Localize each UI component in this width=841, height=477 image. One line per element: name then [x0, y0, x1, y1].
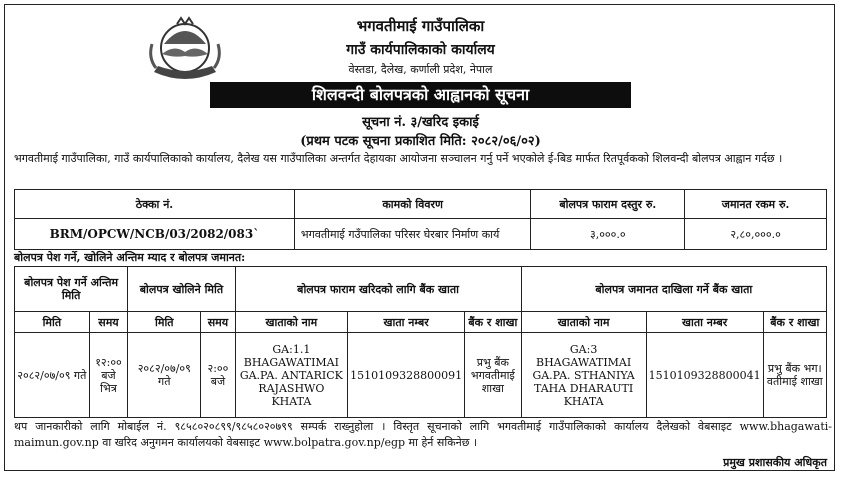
submit-date-cell: २०८२/०७/०९ गते: [15, 333, 90, 418]
org-name: भगवतीमाई गाउँपालिका: [356, 17, 485, 35]
notice-title: शिलवन्दी बोलपत्रको आह्वानको सूचना: [210, 82, 631, 108]
work-description-cell: भगवतीमाई गउँपालिका परिसर घेरबार निर्माण कार्य: [294, 219, 531, 250]
form-account-no-cell: 1510109328800091: [348, 333, 465, 418]
contract-table-header: [15, 190, 827, 219]
header-bond-bank-account: बोलपत्र जमानत दाखिला गर्ने बैंक खाता: [521, 267, 826, 312]
table-row: [15, 219, 827, 250]
notice-number: सूचना नं. ३/खरिद इकाई: [362, 115, 479, 130]
footer-contact-info: थप जानकारीको लागि मोबाईल नं. ९८५८०२०८९९/९८५८०२०७९९ सम्पर्क राख्नुहोला । विस्तृत सूचनाको लागि भगवतीमाई गाउँपालिकाको कार्यालय दैलेखको वेबसाइट www.bhagawati-maimun.gov.np वा खरिद अनुगमन कार्यालयको वेबसाइट www.bolpatra.gov.np/egp मा हेर्न सकिनेछ ।: [14, 420, 832, 449]
bond-account-name-cell: GA:3 BHAGAWATIMAI GA.PA. STHANIYA TAHA DHARAUTI KHATA: [521, 333, 646, 418]
header-bond-bank-branch: बैंक र शाखा: [763, 312, 826, 333]
bid-security-cell: २,८०,०००.०: [685, 219, 827, 250]
header-bond-account-no: खाता नम्बर: [646, 312, 763, 333]
header-contract-no: ठेक्का नं.: [15, 190, 295, 219]
open-date-cell: २०८२/०७/०९ गते: [128, 333, 201, 418]
header-open-date: मिति: [128, 312, 201, 333]
header-open-time: समय: [201, 312, 235, 333]
table-row: [15, 333, 827, 418]
signature-designation: प्रमुख प्रशासकीय अधिकृत: [723, 456, 827, 469]
submit-time-cell: १२:०० बजे भित्र: [89, 333, 128, 418]
schedule-header-row-2: [15, 312, 827, 333]
header-form-fee: बोलपत्र फाराम दस्तुर रु.: [531, 190, 685, 219]
form-account-name-cell: GA:1.1 BHAGAWATIMAI GA.PA. ANTARICK RAJASHWO KHATA: [235, 333, 348, 418]
bond-account-no-cell: 1510109328800041: [646, 333, 763, 418]
header-form-bank-branch: बैंक र शाखा: [465, 312, 521, 333]
header-work-description: कामको विवरण: [294, 190, 531, 219]
header-bond-account-name: खाताको नाम: [521, 312, 646, 333]
header-form-account-no: खाता नम्बर: [348, 312, 465, 333]
intro-paragraph: भगवतीमाई गाउँपालिका, गाउँ कार्यपालिकाको कार्यालय, दैलेख यस गाउँपालिका अन्तर्गत देहायका आयोजना सञ्चालन गर्नु पर्ने भएकोले ई-बिड मार्फत रितपूर्वकको शिलवन्दी बोलपत्र आह्वान गर्दछ ।: [14, 152, 783, 165]
office-address: वेस्तडा, दैलेख, कर्णाली प्रदेश, नेपाल: [348, 63, 493, 76]
schedule-header-row-1: [15, 267, 827, 312]
header-form-bank-account: बोलपत्र फाराम खरिदको लागि बैंक खाता: [235, 267, 521, 312]
header-bid-security: जमानत रकम रु.: [685, 190, 827, 219]
open-time-cell: २:०० बजे: [201, 333, 235, 418]
office-name: गाउँ कार्यपालिकाको कार्यालय: [346, 42, 495, 58]
header-submission-deadline: बोलपत्र पेश गर्ने अन्तिम मिति: [15, 267, 128, 312]
form-fee-cell: ३,०००.०: [531, 219, 685, 250]
header-opening-date: बोलपत्र खोलिने मिति: [128, 267, 235, 312]
form-bank-branch-cell: प्रभु बैंक भगवतीमाई शाखा: [465, 333, 521, 418]
schedule-heading: बोलपत्र पेश गर्ने, खोलिने अन्तिम म्याद र बोलपत्र जमानत:: [14, 251, 246, 264]
header-submit-time: समय: [89, 312, 128, 333]
header-submit-date: मिति: [15, 312, 90, 333]
schedule-table: [14, 266, 827, 418]
publication-date: (प्रथम पटक सूचना प्रकाशित मिति: २०८२/०६/०२): [300, 134, 541, 149]
header-form-account-name: खाताको नाम: [235, 312, 348, 333]
bond-bank-branch-cell: प्रभु बैंक भग। वतीमाई शाखा: [763, 333, 826, 418]
contract-table: [14, 189, 827, 250]
contract-no-cell: BRM/OPCW/NCB/03/2082/083`: [15, 219, 295, 250]
